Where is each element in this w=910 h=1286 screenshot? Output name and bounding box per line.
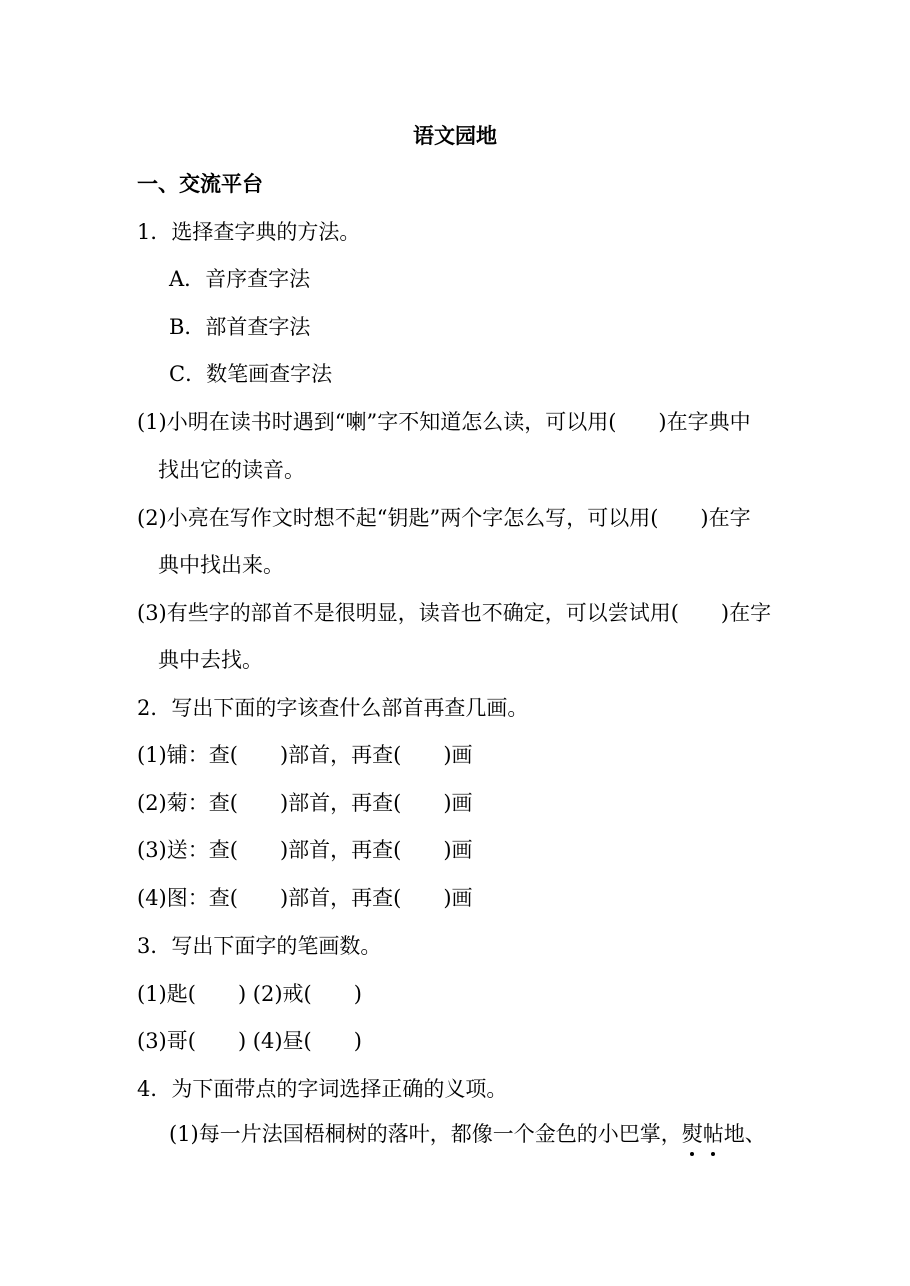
option-a: A．音序查字法 [169,267,311,291]
q2-item-1: (1)铺：查( )部首，再查( )画 [137,743,473,767]
q4-sentence-1 [169,1120,766,1148]
question-3-stem: 3．写出下面字的笔画数。 [137,934,382,958]
question-1-stem: 1．选择查字典的方法。 [137,220,361,244]
q2-item-3: (3)送：查( )部首，再查( )画 [137,838,473,862]
page-title: 语文园地 [413,123,497,148]
q1-item-3-line1: (3)有些字的部首不是很明显，读音也不确定，可以尝试用( )在字 [137,601,772,625]
dotted-char-2: 帖 [702,1122,724,1146]
section-heading: 一、交流平台 [137,171,263,196]
q3-row-1: (1)匙( ) (2)戒( ) [137,982,362,1006]
q2-item-4: (4)图：查( )部首，再查( )画 [137,886,473,910]
q4-sentence-before: (1)每一片法国梧桐树的落叶，都像一个金色的小巴掌， [169,1122,682,1146]
option-b: B．部首查字法 [169,315,311,339]
dotted-char-1: 熨 [681,1122,703,1146]
q1-item-2-line1: (2)小亮在写作文时想不起“钥匙”两个字怎么写，可以用( )在字 [137,506,751,530]
q4-sentence-after: 地、 [723,1122,766,1146]
option-c: C．数笔画查字法 [169,362,333,386]
q1-item-1-line1: (1)小明在读书时遇到“喇”字不知道怎么读，可以用( )在字典中 [137,410,751,434]
question-4-stem: 4．为下面带点的字词选择正确的义项。 [137,1077,508,1101]
q3-row-2: (3)哥( ) (4)昼( ) [137,1029,362,1053]
q1-item-2-line2: 典中找出来。 [158,553,284,577]
question-2-stem: 2．写出下面的字该查什么部首再查几画。 [137,696,529,720]
q1-item-3-line2: 典中去找。 [158,648,263,672]
q2-item-2: (2)菊：查( )部首，再查( )画 [137,791,473,815]
q1-item-1-line2: 找出它的读音。 [158,458,305,482]
